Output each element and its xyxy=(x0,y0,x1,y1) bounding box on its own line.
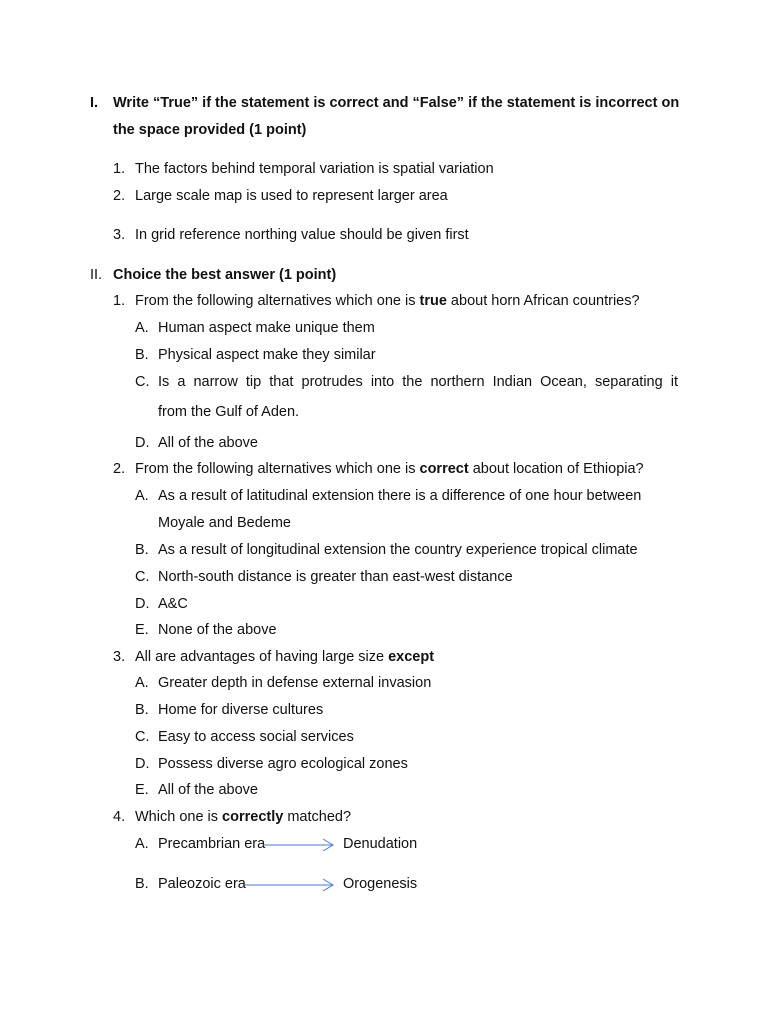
q2-stem-pre: From the following alternatives which one is xyxy=(135,461,420,477)
q2-option-b-text: As a result of longitudinal extension the country experience tropical climate xyxy=(158,542,638,558)
q1-option-d-text: All of the above xyxy=(158,435,258,451)
section-1-heading-line1: Write “True” if the statement is correct and “False” if the statement is incorrect on xyxy=(113,95,680,111)
q3-stem xyxy=(135,649,434,665)
q3-option-d-letter: D. xyxy=(135,756,150,772)
q2-option-c-text: North-south distance is greater than east-west distance xyxy=(158,569,513,585)
q1-stem-pre: From the following alternatives which one is xyxy=(135,293,420,309)
q3-option-d-text: Possess diverse agro ecological zones xyxy=(158,756,408,772)
q4-option-b-letter: B. xyxy=(135,876,149,892)
q2-option-a-text: As a result of latitudinal extension there is a difference of one hour between xyxy=(158,488,642,504)
q3-option-e-letter: E. xyxy=(135,782,149,798)
q1-option-a-text: Human aspect make unique them xyxy=(158,320,375,336)
q3-option-b-text: Home for diverse cultures xyxy=(158,702,324,718)
q3-option-c-letter: C. xyxy=(135,729,150,745)
q1-stem xyxy=(135,293,640,309)
q4-option-b-right: Orogenesis xyxy=(343,876,418,892)
q2-option-a-letter: A. xyxy=(135,488,149,504)
q1-option-c-letter: C. xyxy=(135,374,150,390)
q3-option-c-text: Easy to access social services xyxy=(158,729,354,745)
s1-item-3-number: 3. xyxy=(113,227,126,243)
q1-option-a-letter: A. xyxy=(135,320,149,336)
q4-stem-pre: Which one is xyxy=(135,809,223,825)
q2-stem-emphasis: correct xyxy=(419,461,469,477)
section-1-heading-line2: the space provided (1 point) xyxy=(113,122,307,138)
q1-stem-post: about horn African countries? xyxy=(446,293,640,309)
section-2-heading: Choice the best answer (1 point) xyxy=(113,267,337,283)
q4-option-a-arrow-icon xyxy=(262,837,336,853)
q2-option-d-text: A&C xyxy=(158,596,188,612)
q4-option-a-letter: A. xyxy=(135,836,149,852)
q4-stem-emphasis: correctly xyxy=(222,809,284,825)
q3-option-e-text: All of the above xyxy=(158,782,258,798)
q4-number: 4. xyxy=(113,809,126,825)
q3-stem-emphasis: except xyxy=(388,649,435,665)
q4-stem xyxy=(135,809,351,825)
s1-item-2-text: Large scale map is used to represent larger area xyxy=(135,188,448,204)
q3-option-a-text: Greater depth in defense external invasion xyxy=(158,675,432,691)
q2-option-e-letter: E. xyxy=(135,622,149,638)
q1-option-d-letter: D. xyxy=(135,435,150,451)
q2-stem xyxy=(135,461,644,477)
q4-stem-post: matched? xyxy=(283,809,352,825)
q3-stem-pre: All are advantages of having large size xyxy=(135,649,389,665)
section-1-numeral: I. xyxy=(90,95,99,111)
q2-option-d-letter: D. xyxy=(135,596,150,612)
q4-option-a-left: Precambrian era xyxy=(158,836,266,852)
q3-option-b-letter: B. xyxy=(135,702,149,718)
q2-number: 2. xyxy=(113,461,126,477)
q3-number: 3. xyxy=(113,649,126,665)
q3-option-a-letter: A. xyxy=(135,675,149,691)
q4-option-b-left: Paleozoic era xyxy=(158,876,246,892)
s1-item-3-text: In grid reference northing value should be given first xyxy=(135,227,469,243)
section-2-numeral: II. xyxy=(90,267,103,283)
s1-item-1-number: 1. xyxy=(113,161,126,177)
q2-stem-post: about location of Ethiopia? xyxy=(468,461,644,477)
s1-item-2-number: 2. xyxy=(113,188,126,204)
q2-option-e-text: None of the above xyxy=(158,622,277,638)
q1-option-b-letter: B. xyxy=(135,347,149,363)
q2-option-b-letter: B. xyxy=(135,542,149,558)
q2-option-a-text-cont: Moyale and Bedeme xyxy=(158,515,291,531)
q1-option-c-text: Is a narrow tip that protrudes into the northern Indian Ocean, separating it xyxy=(158,374,678,390)
q4-option-a-right: Denudation xyxy=(343,836,418,852)
q2-option-c-letter: C. xyxy=(135,569,150,585)
q1-option-c-text-cont: from the Gulf of Aden. xyxy=(158,404,300,420)
q1-number: 1. xyxy=(113,293,126,309)
q4-option-b-arrow-icon xyxy=(244,877,336,893)
s1-item-1-text: The factors behind temporal variation is spatial variation xyxy=(135,161,494,177)
q1-stem-emphasis: true xyxy=(419,293,447,309)
q1-option-b-text: Physical aspect make they similar xyxy=(158,347,376,363)
